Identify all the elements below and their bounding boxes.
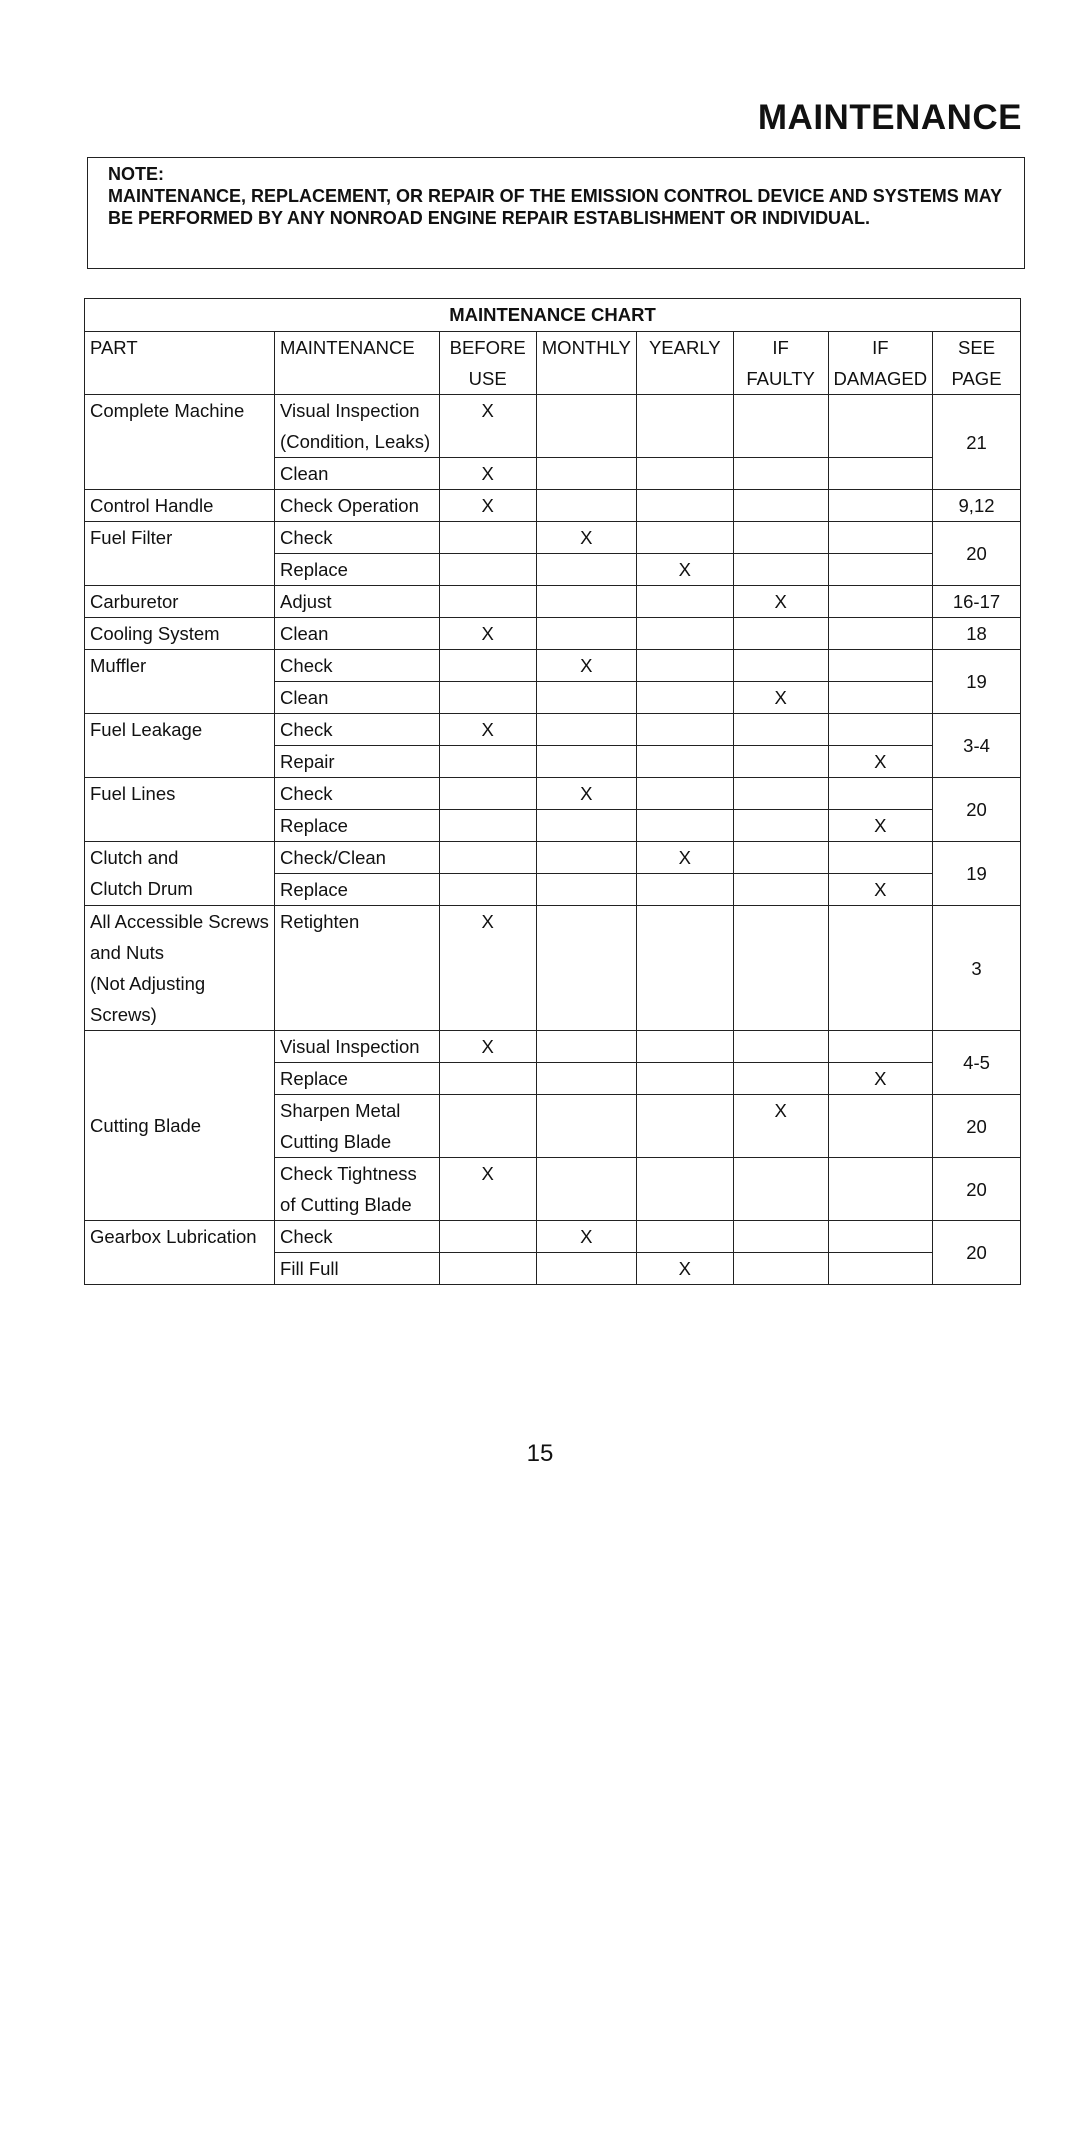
see-page-cell: 18 [933,618,1021,650]
see-page-cell: 20 [933,1221,1021,1285]
interval-mark: X [636,554,733,586]
interval-cell [636,682,733,714]
interval-cell [536,395,636,458]
maintenance-cell: Clean [275,458,440,490]
interval-cell [828,490,933,522]
maintenance-cell: Visual Inspection (Condition, Leaks) [275,395,440,458]
interval-cell [733,395,828,458]
maintenance-cell: Fill Full [275,1253,440,1285]
see-page-cell: 19 [933,842,1021,906]
interval-cell [536,810,636,842]
interval-cell [636,395,733,458]
interval-cell [439,842,536,874]
maintenance-cell: Check Operation [275,490,440,522]
interval-cell [536,1031,636,1063]
interval-mark: X [536,650,636,682]
interval-mark: X [439,618,536,650]
interval-mark: X [536,778,636,810]
interval-cell [439,810,536,842]
interval-cell [439,554,536,586]
part-cell: Fuel Leakage [85,714,275,778]
maintenance-cell: Replace [275,810,440,842]
interval-cell [828,842,933,874]
interval-cell [636,586,733,618]
maintenance-cell: Sharpen Metal Cutting Blade [275,1095,440,1158]
table-row [85,906,1021,1031]
interval-cell [536,842,636,874]
interval-cell [828,1221,933,1253]
interval-cell [828,778,933,810]
column-header: IF DAMAGED [828,332,933,395]
part-cell: Cutting Blade [85,1031,275,1221]
interval-mark: X [733,1095,828,1158]
table-row [85,842,1021,874]
maintenance-cell: Visual Inspection [275,1031,440,1063]
interval-cell [828,1253,933,1285]
column-header: SEE PAGE [933,332,1021,395]
interval-cell [828,682,933,714]
part-cell: Carburetor [85,586,275,618]
interval-cell [733,906,828,1031]
interval-cell [828,458,933,490]
interval-cell [636,746,733,778]
maintenance-cell: Check [275,778,440,810]
interval-cell [828,554,933,586]
see-page-cell: 9,12 [933,490,1021,522]
maintenance-cell: Clean [275,618,440,650]
interval-cell [733,778,828,810]
see-page-cell: 16-17 [933,586,1021,618]
see-page-cell: 20 [933,1095,1021,1158]
interval-cell [439,522,536,554]
page-title: MAINTENANCE [757,98,1022,137]
interval-cell [536,714,636,746]
maintenance-cell: Replace [275,874,440,906]
interval-cell [733,522,828,554]
interval-mark: X [536,522,636,554]
note-heading: NOTE: [108,164,164,184]
interval-cell [828,618,933,650]
interval-cell [439,778,536,810]
interval-mark: X [536,1221,636,1253]
interval-mark: X [828,874,933,906]
maintenance-cell: Check [275,522,440,554]
interval-cell [828,586,933,618]
part-cell: Complete Machine [85,395,275,490]
interval-cell [439,874,536,906]
interval-cell [636,1063,733,1095]
interval-cell [733,458,828,490]
see-page-cell: 3-4 [933,714,1021,778]
interval-cell [733,554,828,586]
interval-cell [733,1253,828,1285]
interval-cell [439,1063,536,1095]
interval-cell [636,1031,733,1063]
interval-cell [733,810,828,842]
interval-cell [636,1158,733,1221]
interval-cell [439,1253,536,1285]
interval-mark: X [439,395,536,458]
interval-cell [636,810,733,842]
page-number: 15 [526,1440,554,1467]
interval-mark: X [828,746,933,778]
interval-cell [439,746,536,778]
maintenance-cell: Replace [275,554,440,586]
column-header: IF FAULTY [733,332,828,395]
interval-mark: X [636,1253,733,1285]
interval-mark: X [439,490,536,522]
interval-cell [636,778,733,810]
see-page-cell: 3 [933,906,1021,1031]
interval-cell [536,1253,636,1285]
interval-cell [733,650,828,682]
see-page-cell: 20 [933,522,1021,586]
interval-cell [828,1095,933,1158]
interval-cell [439,1221,536,1253]
interval-cell [636,1095,733,1158]
interval-cell [636,714,733,746]
interval-cell [439,650,536,682]
chart-title: MAINTENANCE CHART [85,299,1021,332]
column-header: MONTHLY [536,332,636,395]
column-header: MAINTENANCE [275,332,440,395]
interval-cell [733,1031,828,1063]
part-cell: Fuel Lines [85,778,275,842]
interval-cell [733,842,828,874]
interval-cell [733,874,828,906]
interval-cell [828,906,933,1031]
interval-mark: X [733,682,828,714]
interval-cell [636,906,733,1031]
interval-cell [636,458,733,490]
maintenance-cell: Repair [275,746,440,778]
table-row [85,1031,1021,1063]
maintenance-cell: Check Tightness of Cutting Blade [275,1158,440,1221]
interval-mark: X [439,458,536,490]
interval-cell [733,618,828,650]
interval-cell [733,1158,828,1221]
interval-cell [536,1158,636,1221]
see-page-cell: 20 [933,1158,1021,1221]
emission-note [87,157,1025,269]
interval-cell [828,1158,933,1221]
part-cell: Gearbox Lubrication [85,1221,275,1285]
interval-mark: X [439,906,536,1031]
interval-cell [636,490,733,522]
maintenance-cell: Check [275,1221,440,1253]
interval-cell [536,586,636,618]
maintenance-cell: Check/Clean [275,842,440,874]
interval-cell [828,1031,933,1063]
part-cell: Clutch and Clutch Drum [85,842,275,906]
interval-cell [536,746,636,778]
interval-mark: X [828,810,933,842]
maintenance-cell: Adjust [275,586,440,618]
part-cell: Fuel Filter [85,522,275,586]
interval-cell [536,490,636,522]
interval-cell [636,522,733,554]
interval-mark: X [733,586,828,618]
interval-cell [636,874,733,906]
interval-cell [828,650,933,682]
interval-cell [536,618,636,650]
maintenance-chart [84,298,1021,1285]
interval-mark: X [439,1158,536,1221]
interval-cell [828,714,933,746]
table-row [85,650,1021,682]
part-cell: Muffler [85,650,275,714]
interval-cell [536,874,636,906]
interval-cell [536,906,636,1031]
interval-cell [536,458,636,490]
interval-cell [536,682,636,714]
see-page-cell: 4-5 [933,1031,1021,1095]
interval-cell [636,1221,733,1253]
interval-cell [733,714,828,746]
table-row [85,714,1021,746]
interval-cell [828,522,933,554]
see-page-cell: 19 [933,650,1021,714]
interval-cell [733,490,828,522]
interval-cell [439,1095,536,1158]
interval-cell [733,746,828,778]
see-page-cell: 20 [933,778,1021,842]
table-row [85,490,1021,522]
column-header: PART [85,332,275,395]
part-cell: Cooling System [85,618,275,650]
table-row [85,522,1021,554]
interval-cell [733,1063,828,1095]
interval-cell [536,554,636,586]
table-row [85,778,1021,810]
maintenance-cell: Replace [275,1063,440,1095]
interval-cell [536,1095,636,1158]
column-header: YEARLY [636,332,733,395]
interval-cell [636,650,733,682]
interval-mark: X [439,714,536,746]
interval-mark: X [439,1031,536,1063]
interval-cell [828,395,933,458]
interval-cell [536,1063,636,1095]
maintenance-cell: Clean [275,682,440,714]
maintenance-cell: Check [275,650,440,682]
part-cell: Control Handle [85,490,275,522]
maintenance-cell: Check [275,714,440,746]
interval-cell [439,586,536,618]
interval-cell [733,1221,828,1253]
maintenance-cell: Retighten [275,906,440,1031]
table-row [85,395,1021,458]
table-row [85,586,1021,618]
interval-cell [439,682,536,714]
column-header: BEFORE USE [439,332,536,395]
interval-mark: X [636,842,733,874]
note-text: MAINTENANCE, REPLACEMENT, OR REPAIR OF THE EMISSION CONTROL DEVICE AND SYSTEMS MAY BE PERFORMED BY ANY NONROAD ENGINE REPAIR ESTABLISHMENT OR INDIVIDUAL. [108,186,1002,228]
table-row [85,1221,1021,1253]
part-cell: All Accessible Screws and Nuts (Not Adjusting Screws) [85,906,275,1031]
interval-cell [636,618,733,650]
interval-mark: X [828,1063,933,1095]
table-row [85,618,1021,650]
see-page-cell: 21 [933,395,1021,490]
